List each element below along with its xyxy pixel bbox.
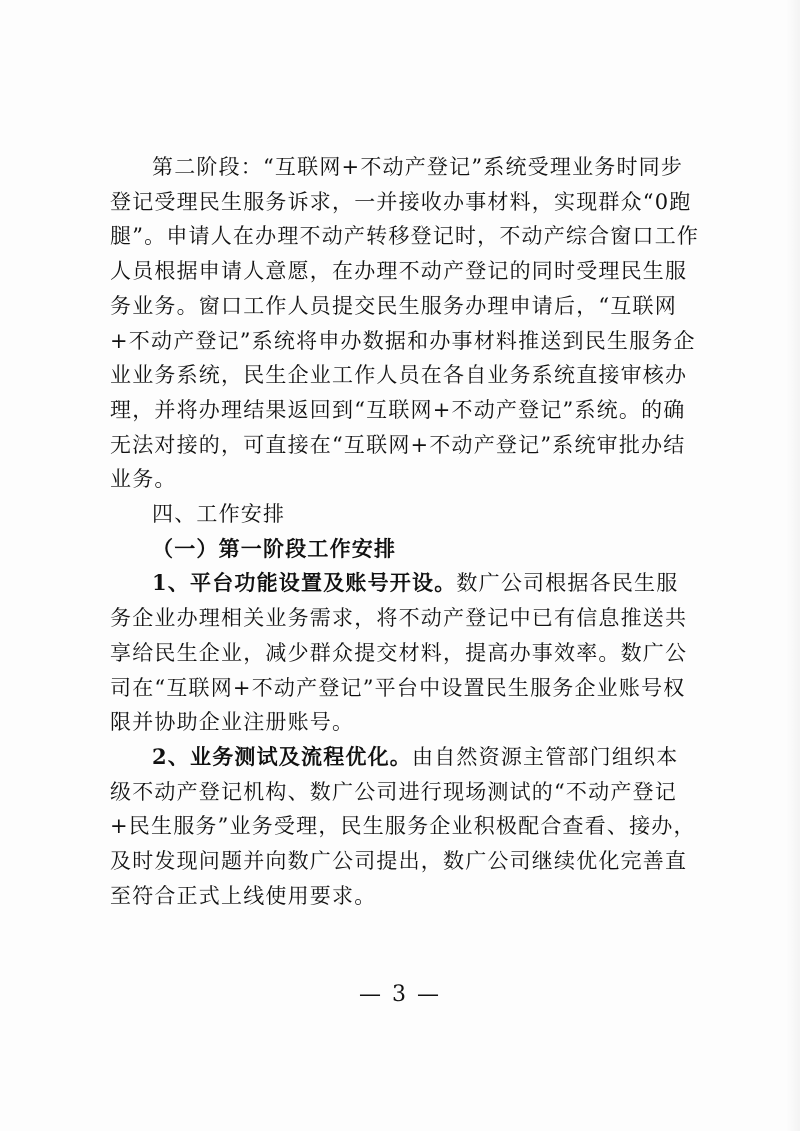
heading-work-arrangement: 四、工作安排 (152, 502, 286, 527)
heading-phase-one: （一）第一阶段工作安排 (152, 535, 397, 561)
item-two-text: 由自然资源主管部门组织本级不动产登记机构、数广公司进行现场测试的“不动产登记+民生服务”业务受理，民生服务企业积极配合查看、接办，及时发现问题并向数广公司提出，数广公司继续优化完善直至符合正式上线使用要求。 (110, 744, 696, 908)
document-body (110, 150, 700, 913)
paragraph-item-two (110, 740, 700, 914)
page-number: — 3 — (359, 982, 441, 1007)
page-edge-shadow (786, 0, 800, 1131)
item-one-text: 数广公司根据各民生服务企业办理相关业务需求，将不动产登记中已有信息推送共享给民生企业，减少群众提交材料，提高办事效率。数广公司在“互联网+不动产登记”平台中设置民生服务企业账号权限并协助企业注册账号。 (110, 571, 688, 735)
paragraph-stage-two: 第二阶段：“互联网+不动产登记”系统受理业务时同步登记受理民生服务诉求，一并接收办事材料，实现群众“0跑腿”。申请人在办理不动产转移登记时，不动产综合窗口工作人员根据申请人意愿，在办理不动产登记的同时受理民生服务业务。窗口工作人员提交民生服务办理申请后，“互联网+不动产登记”系统将申办数据和办事材料推送到民生服务企业业务系统，民生企业工作人员在各自业务系统直接审核办理，并将办理结果返回到“互联网+不动产登记”系统。的确无法对接的，可直接在“互联网+不动产登记”系统审批办结业务。 (110, 155, 700, 492)
paragraph-item-one (110, 566, 700, 740)
item-one-title: 1、平台功能设置及账号开设。 (152, 570, 457, 596)
item-two-title: 2、业务测试及流程优化。 (152, 743, 413, 769)
